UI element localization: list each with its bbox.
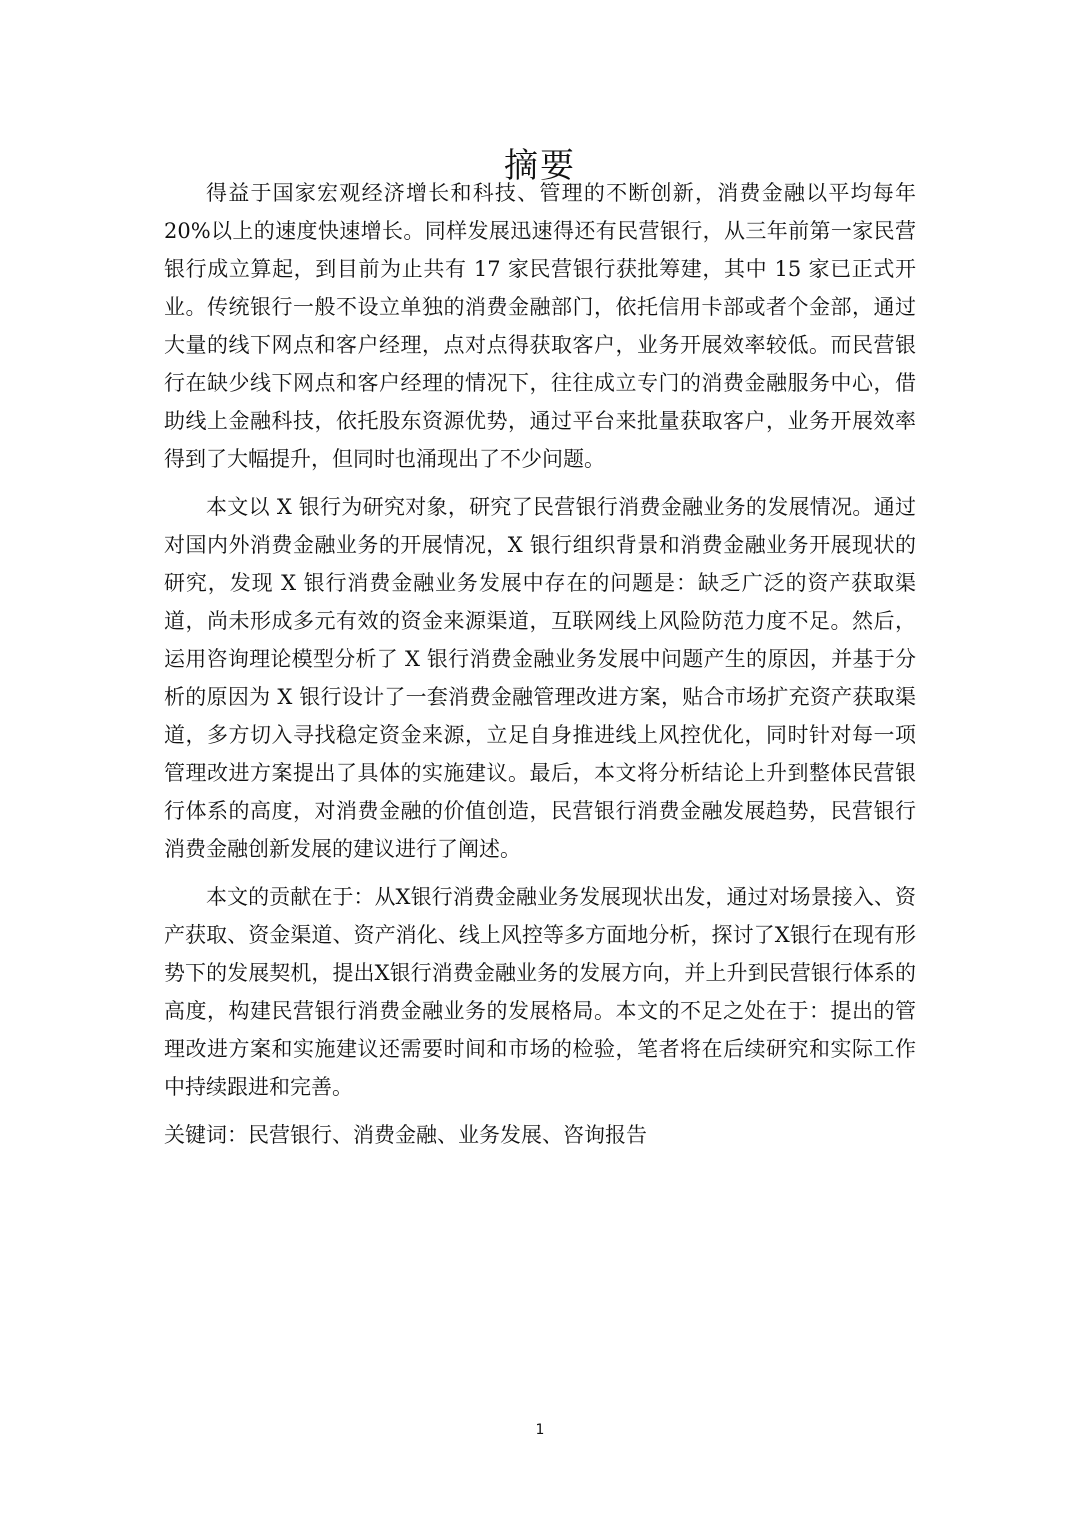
abstract-paragraph-1: 得益于国家宏观经济增长和科技、管理的不断创新，消费金融以平均每年20%以上的速度快速增长。同样发展迅速得还有民营银行，从三年前第一家民营银行成立算起，到目前为止共有 17 家民营银行获批筹建，其中 15 家已正式开业。传统银行一般不设立单独的消费金融部门，依托信用卡部或者个金部，通过大量的线下网点和客户经理，点对点得获取客户，业务开展效率较低。而民营银行在缺少线下网点和客户经理的情况下，往往成立专门的消费金融服务中心，借助线上金融科技，依托股东资源优势，通过平台来批量获取客户，业务开展效率得到了大幅提升，但同时也涌现出了不少问题。 (164, 181, 916, 471)
abstract-paragraph-3: 本文的贡献在于：从X银行消费金融业务发展现状出发，通过对场景接入、资产获取、资金渠道、资产消化、线上风控等多方面地分析，探讨了X银行在现有形势下的发展契机，提出X银行消费金融业务的发展方向，并上升到民营银行体系的高度，构建民营银行消费金融业务的发展格局。本文的不足之处在于：提出的管理改进方案和实施建议还需要时间和市场的检验，笔者将在后续研究和实际工作中持续跟进和完善。 (164, 885, 916, 1099)
page-title: 摘要 (504, 146, 576, 186)
keywords-label: 关键词： (164, 1123, 248, 1147)
abstract-paragraph-2: 本文以 X 银行为研究对象，研究了民营银行消费金融业务的发展情况。通过对国内外消费金融业务的开展情况，X 银行组织背景和消费金融业务开展现状的研究，发现 X 银行消费金融业务发展中存在的问题是：缺乏广泛的资产获取渠道，尚未形成多元有效的资金来源渠道，互联网线上风险防范力度不足。然后，运用咨询理论模型分析了 X 银行消费金融业务发展中问题产生的原因，并基于分析的原因为 X 银行设计了一套消费金融管理改进方案，贴合市场扩充资产获取渠道，多方切入寻找稳定资金来源，立足自身推进线上风控优化，同时针对每一项管理改进方案提出了具体的实施建议。最后，本文将分析结论上升到整体民营银行体系的高度，对消费金融的价值创造，民营银行消费金融发展趋势，民营银行消费金融创新发展的建议进行了阐述。 (164, 495, 916, 861)
abstract-body (164, 174, 916, 1154)
page-number: 1 (535, 1422, 545, 1438)
keywords-line (164, 1116, 916, 1154)
keywords-text: 民营银行、消费金融、业务发展、咨询报告 (248, 1123, 647, 1147)
